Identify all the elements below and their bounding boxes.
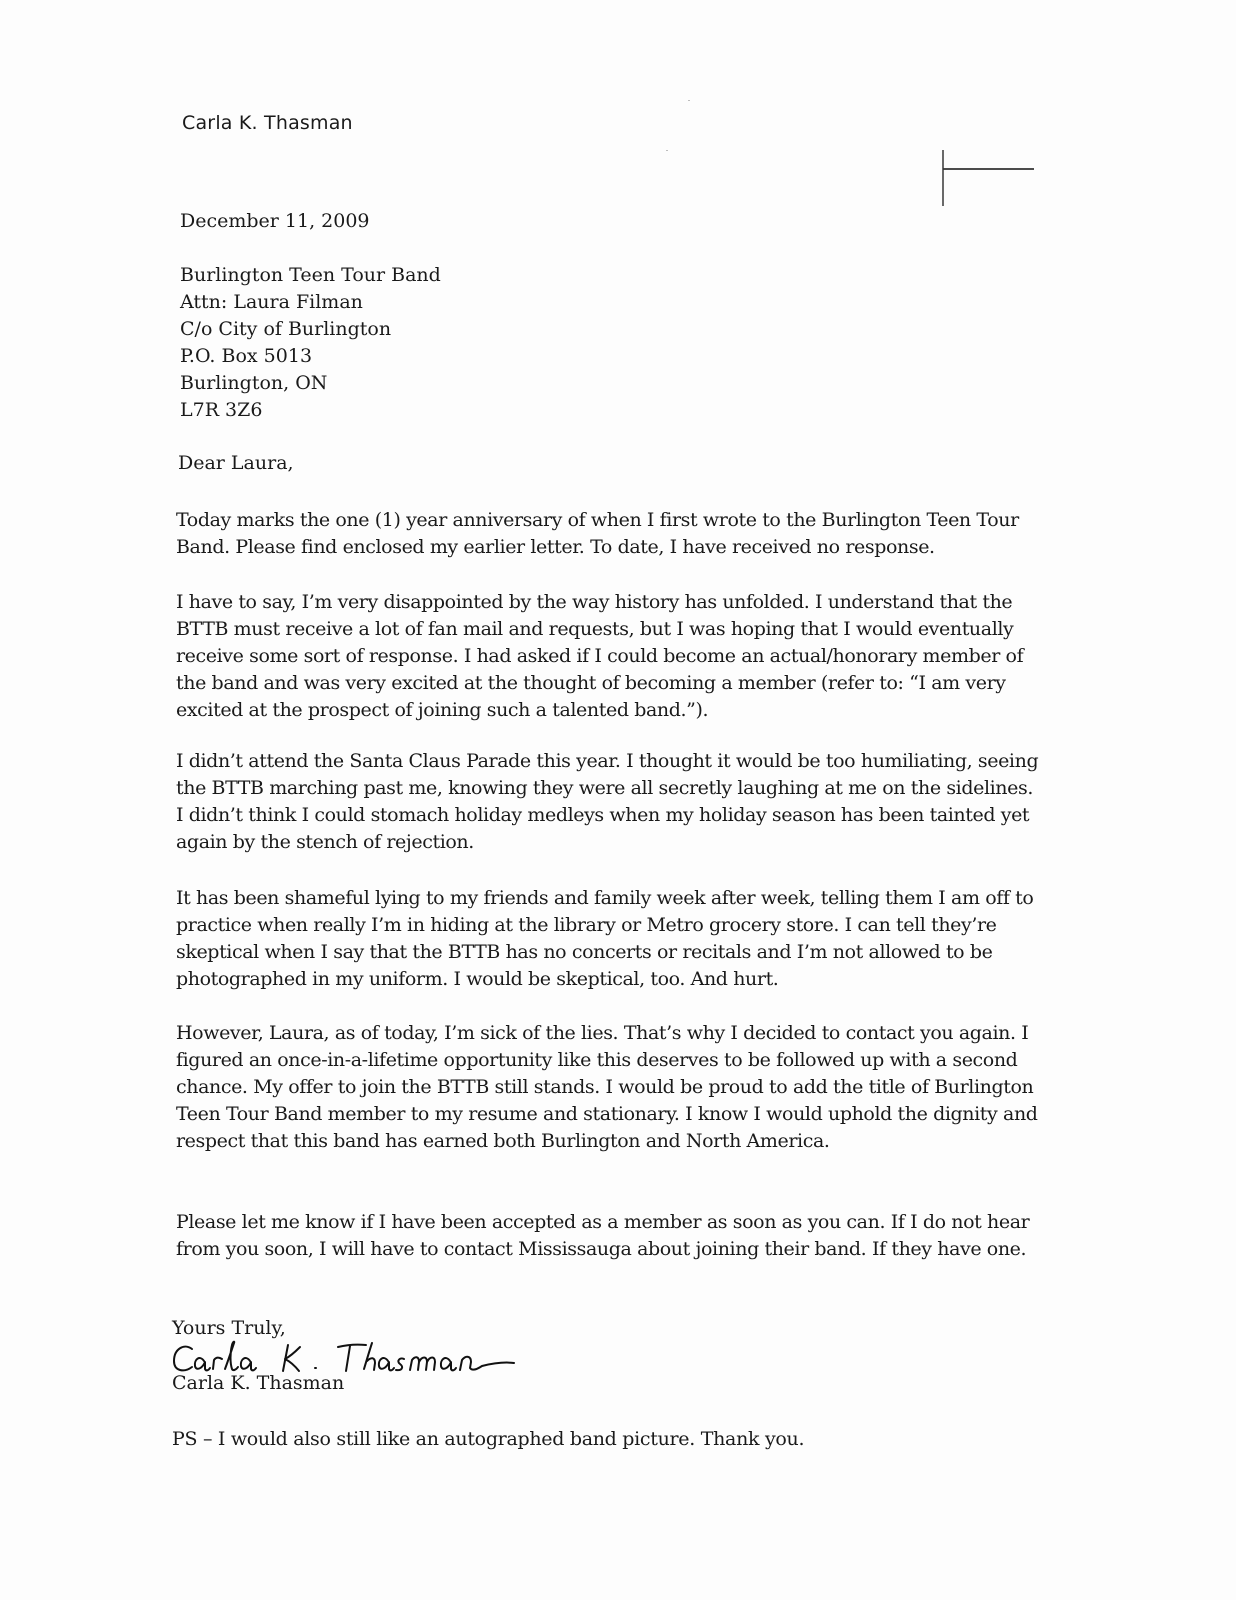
body-paragraph: I have to say, I’m very disappointed by the way history has unfolded. I understand that the BTTB must receive a lot of fan mail and requests, but I was hoping that I would eventually receive some sort of response. I had asked if I could become an actual/honorary member of the band and was very excited at the thought of becoming a member (refer to: “I am very excited at the prospect of joining such a talented band.”). xyxy=(176,591,1024,721)
body-paragraph: Today marks the one (1) year anniversary of when I first wrote to the Burlington Teen Tour Band. Please find enclosed my earlier letter. To date, I have received no response. xyxy=(176,509,1019,558)
recipient-care-of: C/o City of Burlington xyxy=(180,318,392,340)
closing: Yours Truly, xyxy=(172,1317,286,1339)
body-paragraph: I didn’t attend the Santa Claus Parade this year. I thought it would be too humiliating, seeing the BTTB marching past me, knowing they were all secretly laughing at me on the sidelines. I didn’t think I could stomach holiday medleys when my holiday season has been tainted yet again by the stench of rejection. xyxy=(176,750,1039,853)
salutation: Dear Laura, xyxy=(178,452,294,474)
recipient-attention: Attn: Laura Filman xyxy=(180,291,363,313)
body-paragraph: However, Laura, as of today, I’m sick of the lies. That’s why I decided to contact you again. I figured an once-in-a-lifetime opportunity like this deserves to be followed up with a second chance. My offer to join the BTTB still stands. I would be proud to add the title of Burlington Teen Tour Band member to my resume and stationary. I know I would uphold the dignity and respect that this band has earned both Burlington and North America. xyxy=(176,1022,1038,1152)
recipient-postal-code: L7R 3Z6 xyxy=(180,399,263,421)
signer-name: Carla K. Thasman xyxy=(172,1372,345,1394)
sender-header: Carla K. Thasman xyxy=(182,112,353,134)
scan-speck xyxy=(688,100,690,101)
body-paragraph: It has been shameful lying to my friends and family week after week, telling them I am off to practice when really I’m in hiding at the library or Metro grocery store. I can tell they’re skeptical when I say that the BTTB has no concerts or recitals and I’m not allowed to be photographed in my uniform. I would be skeptical, too. And hurt. xyxy=(176,887,1034,990)
recipient-organization: Burlington Teen Tour Band xyxy=(180,264,441,286)
corner-crop-mark xyxy=(940,148,1036,208)
recipient-city: Burlington, ON xyxy=(180,372,328,394)
postscript: PS – I would also still like an autographed band picture. Thank you. xyxy=(172,1428,805,1450)
recipient-address xyxy=(180,262,1000,424)
recipient-po-box: P.O. Box 5013 xyxy=(180,345,313,367)
body-paragraph: Please let me know if I have been accepted as a member as soon as you can. If I do not hear from you soon, I will have to contact Mississauga about joining their band. If they have one. xyxy=(176,1211,1030,1260)
scan-speck xyxy=(666,150,668,151)
letter-date: December 11, 2009 xyxy=(180,210,370,232)
